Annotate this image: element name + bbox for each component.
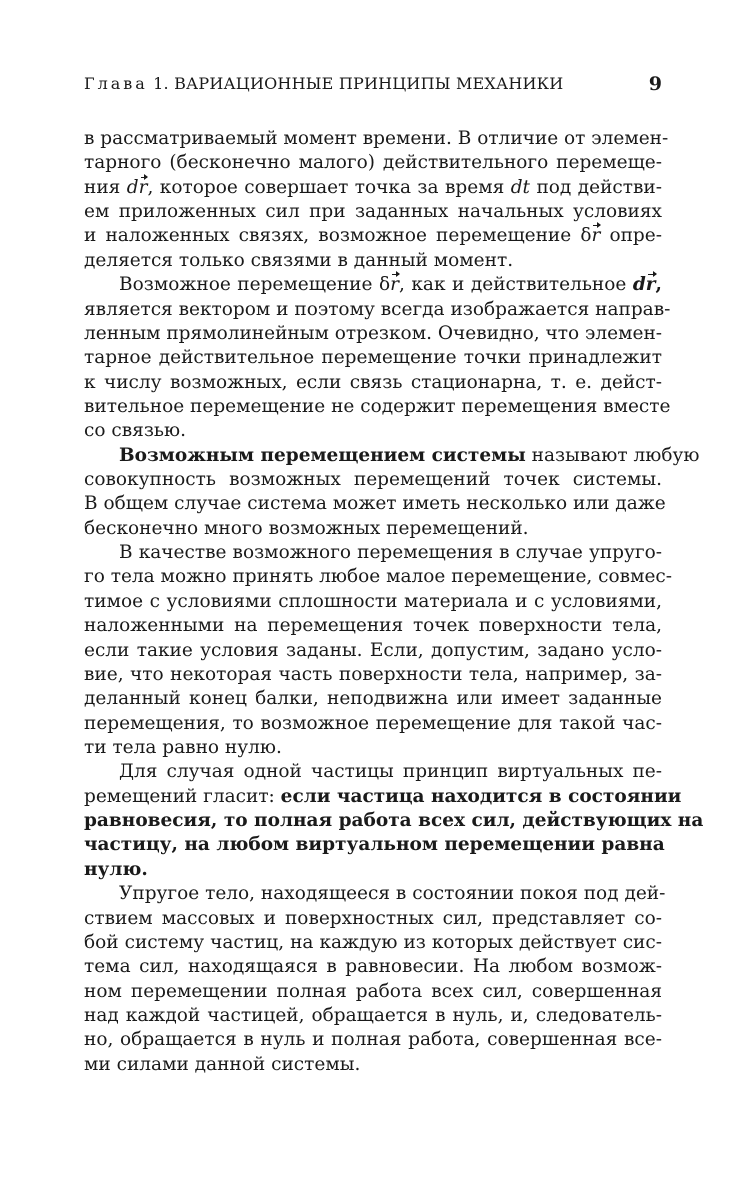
text-line: [84, 785, 682, 809]
text-line: [84, 273, 662, 297]
text-span: и наложенных связях, возможное перемещение: [84, 225, 572, 247]
body-text: [84, 127, 704, 1077]
text-span: называют любую: [531, 444, 700, 466]
text-line: [84, 176, 662, 200]
text-line: Упругое тело, находящееся в состоянии покоя под дей-: [119, 883, 666, 905]
text-line: деляется только связями в данный момент.: [84, 249, 514, 271]
text-line: тарное действительное перемещение точки принадлежит: [84, 347, 662, 369]
chapter-word: Глава: [84, 74, 148, 93]
paragraph-1: [84, 127, 669, 273]
text-line: [84, 858, 662, 882]
text-line: В общем случае система может иметь несколько или даже: [84, 493, 666, 515]
text-line: тимое с условиями сплошности материала и с условиями,: [84, 590, 662, 612]
text-line: является вектором и поэтому всегда изображается направ-: [84, 298, 671, 320]
text-span: , которое совершает точка за время: [147, 176, 505, 198]
text-line: совокупность возможных перемещений точек системы.: [84, 469, 662, 491]
bold-term: Возможным перемещением системы: [119, 444, 526, 466]
text-line: [84, 809, 704, 833]
text-line: если такие условия заданы. Если, допустим, задано усло-: [84, 639, 662, 661]
paragraph-4: [84, 541, 673, 760]
text-line: наложенными на перемещения точек поверхности тела,: [84, 615, 662, 637]
text-line: ленным прямолинейным отрезком. Очевидно, что элемен-: [84, 322, 663, 344]
text-line: [84, 833, 665, 857]
text-line: бесконечно много возможных перемещений.: [84, 517, 529, 539]
text-span: Возможное перемещение: [119, 274, 373, 296]
text-line: деланный конец балки, неподвижна или имеет заданные: [84, 688, 662, 710]
text-span: ,: [655, 274, 662, 296]
chapter-title: 1. ВАРИАЦИОННЫЕ ПРИНЦИПЫ МЕХАНИКИ: [153, 74, 564, 93]
text-line: вительное перемещение не содержит перемещения вместе: [84, 395, 671, 417]
text-line: Для случая одной частицы принцип виртуальных пе-: [119, 761, 662, 783]
text-line: [84, 444, 700, 468]
paragraph-6: [84, 882, 666, 1077]
symbol-delta: δ: [378, 274, 391, 296]
text-line: В качестве возможного перемещения в случае упруго-: [119, 542, 662, 564]
paragraph-3: [84, 444, 700, 541]
text-line: над каждой частицей, обращается в нуль, и, следователь-: [84, 1004, 662, 1026]
text-line: [84, 224, 662, 248]
text-span: ремещений гласит:: [84, 785, 275, 807]
text-line: тема сил, находящаяся в равновесии. На любом возмож-: [84, 956, 662, 978]
bold-principle: нулю.: [84, 858, 148, 880]
chapter-heading: [84, 72, 563, 96]
symbol-delta: δ: [580, 225, 592, 247]
symbol-d: d: [126, 176, 139, 198]
text-line: ствием массовых и поверхностных сил, представляет со-: [84, 907, 662, 929]
bold-principle: равновесия, то полная работа всех сил, действующих на: [84, 810, 704, 832]
text-span: под действи-: [536, 176, 663, 198]
paragraph-2: [84, 273, 671, 444]
text-line: тарного (бесконечно малого) действительного перемеще-: [84, 152, 662, 174]
vector-r: r: [591, 224, 600, 248]
vector-r: r: [646, 273, 656, 297]
bold-principle: частицу, на любом виртуальном перемещении равна: [84, 834, 665, 856]
text-line: перемещения, то возможное перемещение для такой час-: [84, 712, 662, 734]
text-span: , как и действительное: [398, 274, 627, 296]
text-line: го тела можно принять любое малое перемещение, совмес-: [84, 566, 673, 588]
page-number: 9: [648, 73, 662, 95]
text-line: со связью.: [84, 420, 186, 442]
text-line: в рассматриваемый момент времени. В отличие от элемен-: [84, 128, 669, 149]
text-line: вие, что некоторая часть поверхности тела, например, за-: [84, 663, 662, 685]
symbol-d: d: [632, 274, 646, 296]
bold-principle: если частица находится в состоянии: [280, 785, 682, 807]
text-line: но, обращается в нуль и полная работа, совершенная все-: [84, 1029, 662, 1051]
symbol-dt: dt: [510, 176, 530, 198]
text-line: ном перемещении полная работа всех сил, совершенная: [84, 980, 662, 1002]
text-line: ми силами данной системы.: [84, 1053, 361, 1075]
text-line: ти тела равно нулю.: [84, 736, 282, 758]
text-line: к числу возможных, если связь стационарна, т. е. дейст-: [84, 371, 662, 393]
paragraph-5: [84, 760, 704, 882]
text-span: ния: [84, 176, 121, 198]
vector-r: r: [390, 273, 399, 297]
text-span: опре-: [609, 225, 662, 247]
running-head: [84, 72, 662, 96]
text-line: бой систему частиц, на каждую из которых действует сис-: [84, 931, 662, 953]
vector-r: r: [139, 176, 148, 200]
text-line: ем приложенных сил при заданных начальных условиях: [84, 201, 662, 223]
